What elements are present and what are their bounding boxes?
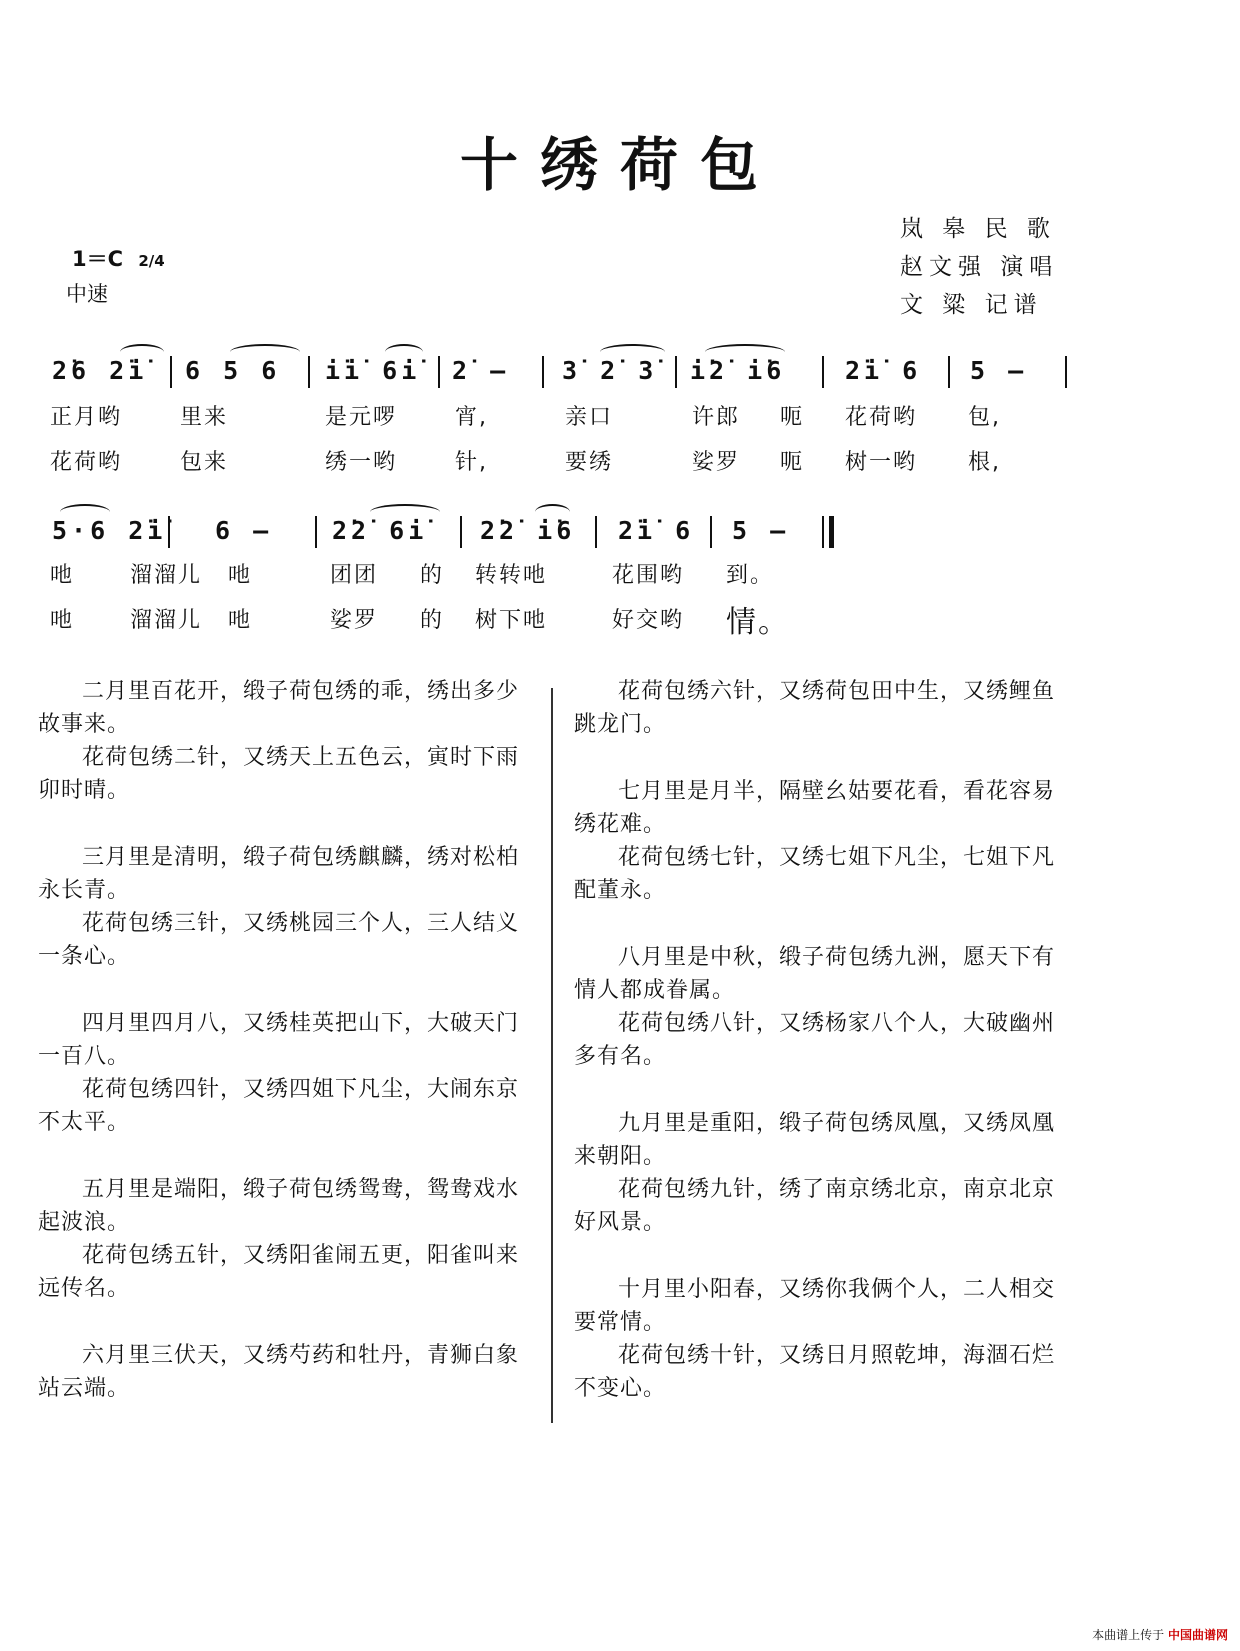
verse-paragraph: 花荷包绣七针，又绣七姐下凡尘，七姐下凡配董永。 <box>574 845 1056 903</box>
slur <box>370 504 440 520</box>
lyric: 吔 <box>50 563 75 588</box>
credit-origin: 岚 皋 民 歌 <box>900 216 1056 242</box>
lyric: 团团 <box>330 563 379 588</box>
slur <box>120 344 164 360</box>
verse-paragraph: 花荷包绣四针，又绣四姐下凡尘，大闹东京不太平。 <box>38 1077 520 1135</box>
final-barline <box>829 516 834 548</box>
barline <box>170 356 172 388</box>
barline <box>675 356 677 388</box>
slur <box>60 504 110 520</box>
verse-paragraph: 十月里小阳春，又绣你我俩个人，二人相交要常情。 <box>574 1277 1056 1335</box>
lyric: 包来 <box>180 450 229 475</box>
lyrics-line-2-verse-2 <box>40 603 860 640</box>
verse-paragraph: 七月里是月半，隔壁幺姑要花看，看花容易绣花难。 <box>574 779 1056 837</box>
lyric: 情。 <box>726 605 790 640</box>
verse-paragraph: 三月里是清明，缎子荷包绣麒麟，绣对松柏永长青。 <box>38 845 520 903</box>
verse-paragraph: 八月里是中秋，缎子荷包绣九洲，愿天下有情人都成眷属。 <box>574 945 1056 1003</box>
barline <box>438 356 440 388</box>
verse-gap <box>38 973 533 1007</box>
measure: 6 – <box>215 516 273 545</box>
verse-paragraph: 花荷包绣二针，又绣天上五色云，寅时下雨卯时晴。 <box>38 745 520 803</box>
verse-paragraph: 九月里是重阳，缎子荷包绣凤凰，又绣凤凰来朝阳。 <box>574 1111 1056 1169</box>
verses-left-column <box>38 675 533 1405</box>
measure: 5 – <box>732 516 790 545</box>
lyric: 宵, <box>455 405 488 430</box>
lyric: 吔 <box>228 563 253 588</box>
measure: 5 – <box>970 356 1028 385</box>
measure: 2̇6 2̇i̇ <box>52 356 148 385</box>
measure: i̇i̇ 6i̇ <box>325 356 421 385</box>
measure: 2̇2̇ i̇6 <box>480 516 576 545</box>
lyric: 里来 <box>180 405 229 430</box>
verse-paragraph: 花荷包绣五针，又绣阳雀闹五更，阳雀叫来远传名。 <box>38 1243 520 1301</box>
slur <box>600 344 665 360</box>
lyric: 树下吔 <box>475 608 548 633</box>
lyric: 针, <box>455 450 488 475</box>
barline <box>542 356 544 388</box>
key-signature <box>72 243 165 273</box>
lyric: 树一哟 <box>845 450 918 475</box>
verse-paragraph: 花荷包绣十针，又绣日月照乾坤，海涸石烂不变心。 <box>574 1343 1056 1401</box>
barline <box>315 516 317 548</box>
slur <box>385 344 423 360</box>
page-title: 十绣荷包 <box>459 131 780 199</box>
lyric: 吔 <box>50 608 75 633</box>
verse-paragraph: 六月里三伏天，又绣芍药和牡丹，青狮白象站云端。 <box>38 1343 520 1401</box>
lyric: 花荷哟 <box>845 405 918 430</box>
lyric: 溜溜儿 <box>130 608 203 633</box>
lyric: 要绣 <box>565 450 614 475</box>
lyric: 到。 <box>726 563 775 588</box>
verse-paragraph: 五月里是端阳，缎子荷包绣鸳鸯，鸳鸯戏水起波浪。 <box>38 1177 520 1235</box>
verse-gap <box>574 1239 1074 1273</box>
slur <box>705 344 785 360</box>
measure: 6 5 6 <box>185 356 281 385</box>
barline <box>168 516 170 548</box>
lyric: 吔 <box>228 608 253 633</box>
credit-singer: 赵文强 演唱 <box>900 254 1059 280</box>
measure: 3̇ 2̇ 3̇ <box>562 356 658 385</box>
lyric: 娑罗 <box>692 450 741 475</box>
measure: 2̇i̇ 6 <box>845 356 922 385</box>
lyrics-line-2-verse-1 <box>40 558 860 588</box>
measure: 5·6 2̇i̇ <box>52 516 167 545</box>
lyric: 好交哟 <box>612 608 685 633</box>
key-label: 1＝C <box>72 247 124 271</box>
verse-paragraph: 花荷包绣六针，又绣荷包田中生，又绣鲤鱼跳龙门。 <box>574 679 1056 737</box>
lyric: 亲口 <box>565 405 614 430</box>
lyrics-line-1-verse-2 <box>40 445 1080 475</box>
verse-paragraph: 花荷包绣三针，又绣桃园三个人，三人结义一条心。 <box>38 911 520 969</box>
lyric: 呃 <box>780 450 805 475</box>
measure: 2̇2̇ 6i̇ <box>332 516 428 545</box>
measure: 2̇i̇ 6 <box>618 516 695 545</box>
lyric: 根, <box>968 450 1001 475</box>
measure: 2̇ – <box>452 356 510 385</box>
slur <box>230 344 300 360</box>
lyric: 花围哟 <box>612 563 685 588</box>
verse-gap <box>574 907 1074 941</box>
slur <box>535 504 570 520</box>
notation-line-1 <box>40 356 1080 400</box>
lyric: 许郎 <box>692 405 741 430</box>
lyric: 溜溜儿 <box>130 563 203 588</box>
barline <box>710 516 712 548</box>
lyric: 花荷哟 <box>50 450 123 475</box>
lyric: 娑罗 <box>330 608 379 633</box>
lyric: 包, <box>968 405 1001 430</box>
tempo-marking: 中速 <box>66 282 108 306</box>
verse-paragraph: 花荷包绣九针，绣了南京绣北京，南京北京好风景。 <box>574 1177 1056 1235</box>
barline <box>1065 356 1067 388</box>
lyric: 转转吔 <box>475 563 548 588</box>
verse-paragraph: 花荷包绣八针，又绣杨家八个人，大破幽州多有名。 <box>574 1011 1056 1069</box>
barline <box>822 516 824 548</box>
verses-right-column <box>574 675 1074 1405</box>
verse-gap <box>38 1305 533 1339</box>
verse-gap <box>38 807 533 841</box>
credits <box>900 210 1058 324</box>
barline <box>948 356 950 388</box>
footer-prefix: 本曲谱上传于 <box>1092 1628 1165 1642</box>
barline <box>308 356 310 388</box>
barline <box>460 516 462 548</box>
lyric: 的 <box>420 563 445 588</box>
verse-gap <box>38 1139 533 1173</box>
verse-paragraph: 二月里百花开，缎子荷包绣的乖，绣出多少故事来。 <box>38 679 520 737</box>
time-signature: 2/4 <box>138 252 165 270</box>
lyrics-line-1-verse-1 <box>40 400 1080 430</box>
lyric: 正月哟 <box>50 405 123 430</box>
credit-transcriber: 文 粱 记谱 <box>900 292 1043 318</box>
verse-gap <box>574 741 1074 775</box>
verse-gap <box>574 1073 1074 1107</box>
barline <box>822 356 824 388</box>
barline <box>595 516 597 548</box>
column-divider <box>551 688 553 1423</box>
lyric: 绣一哟 <box>325 450 398 475</box>
footer-watermark <box>1092 1626 1228 1643</box>
lyric: 的 <box>420 608 445 633</box>
notation-line-2 <box>40 516 860 560</box>
verse-paragraph: 四月里四月八，又绣桂英把山下，大破天门一百八。 <box>38 1011 520 1069</box>
footer-brand[interactable]: 中国曲谱网 <box>1167 1628 1228 1642</box>
lyric: 是元啰 <box>325 405 398 430</box>
lyric: 呃 <box>780 405 805 430</box>
measure: i̇2̇ i̇6 <box>690 356 786 385</box>
